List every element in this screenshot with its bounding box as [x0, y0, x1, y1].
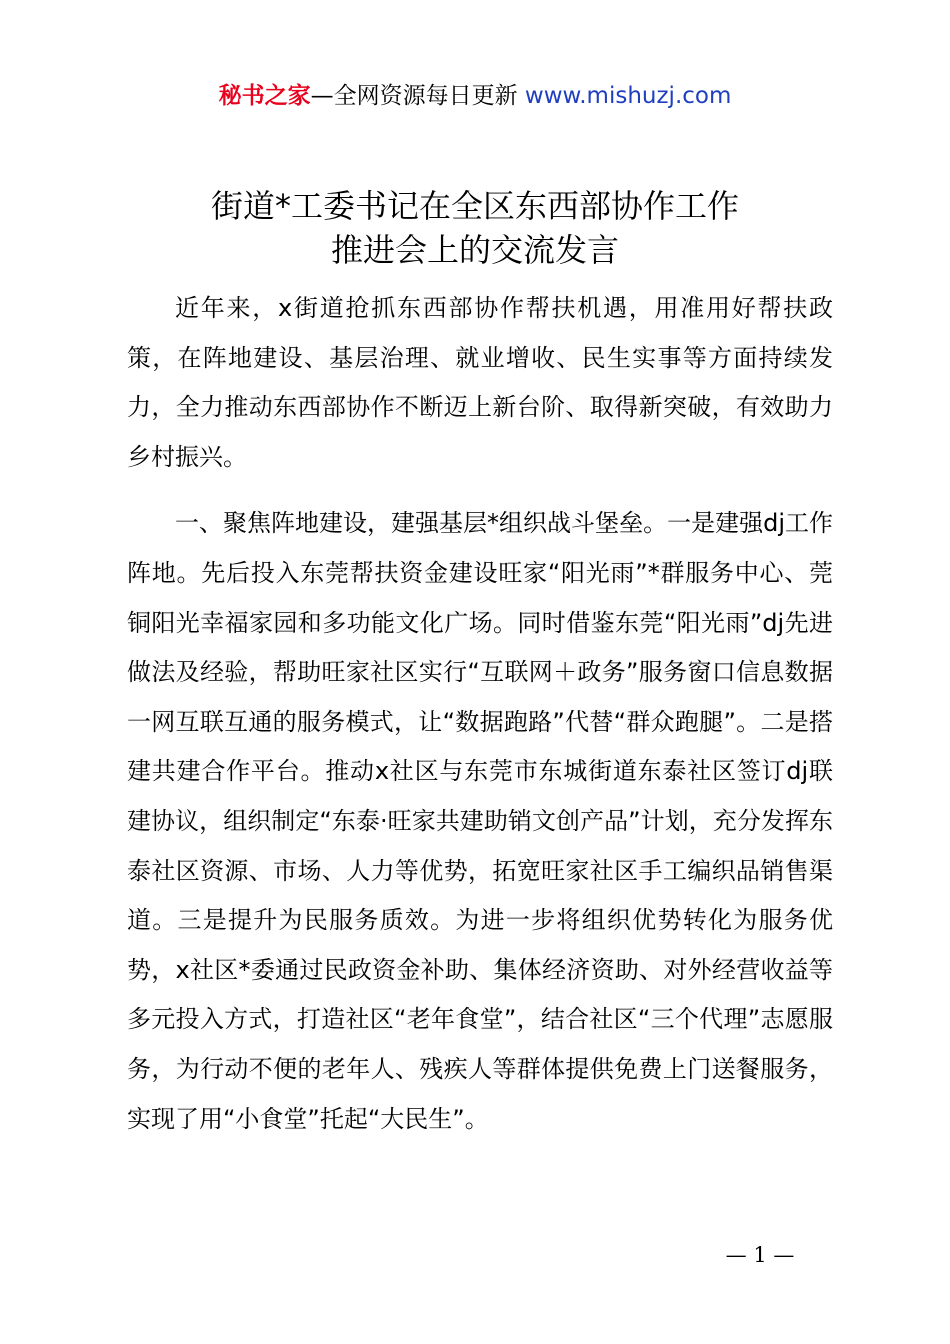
site-header	[0, 80, 950, 112]
document-title	[0, 184, 950, 272]
page-number: — 1 —	[725, 1243, 795, 1267]
body-paragraph: 一、聚焦阵地建设，建强基层*组织战斗堡垒。一是建强dj工作阵地。先后投入东莞帮扶资金建设旺家“阳光雨”*群服务中心、莞铜阳光幸福家园和多功能文化广场。同时借鉴东莞“阳光雨”dj先进做法及经验，帮助旺家社区实行“互联网＋政务”服务窗口信息数据一网互联互通的服务模式，让“数据跑路”代替“群众跑腿”。二是搭建共建合作平台。推动x社区与东莞市东城街道东泰社区签订dj联建协议，组织制定“东泰·旺家共建助销文创产品”计划，充分发挥东泰社区资源、市场、人力等优势，拓宽旺家社区手工编织品销售渠道。三是提升为民服务质效。为进一步将组织优势转化为服务优势，x社区*委通过民政资金补助、集体经济资助、对外经营收益等多元投入方式，打造社区“老年食堂”，结合社区“三个代理”志愿服务，为行动不便的老年人、残疾人等群体提供免费上门送餐服务，实现了用“小食堂”托起“大民生”。	[127, 509, 833, 1133]
document-body	[127, 284, 833, 1144]
brand-name: 秘书之家	[218, 83, 311, 109]
header-tagline: —全网资源每日更新	[310, 83, 525, 109]
body-paragraph: 近年来，x街道抢抓东西部协作帮扶机遇，用准用好帮扶政策，在阵地建设、基层治理、就业增收、民生实事等方面持续发力，全力推动东西部协作不断迈上新台阶、取得新突破，有效助力乡村振兴。	[127, 294, 833, 471]
title-line-1: 街道*工委书记在全区东西部协作工作	[210, 187, 739, 225]
header-url[interactable]: www.mishuzj.com	[524, 83, 732, 109]
title-line-2: 推进会上的交流发言	[330, 231, 619, 269]
